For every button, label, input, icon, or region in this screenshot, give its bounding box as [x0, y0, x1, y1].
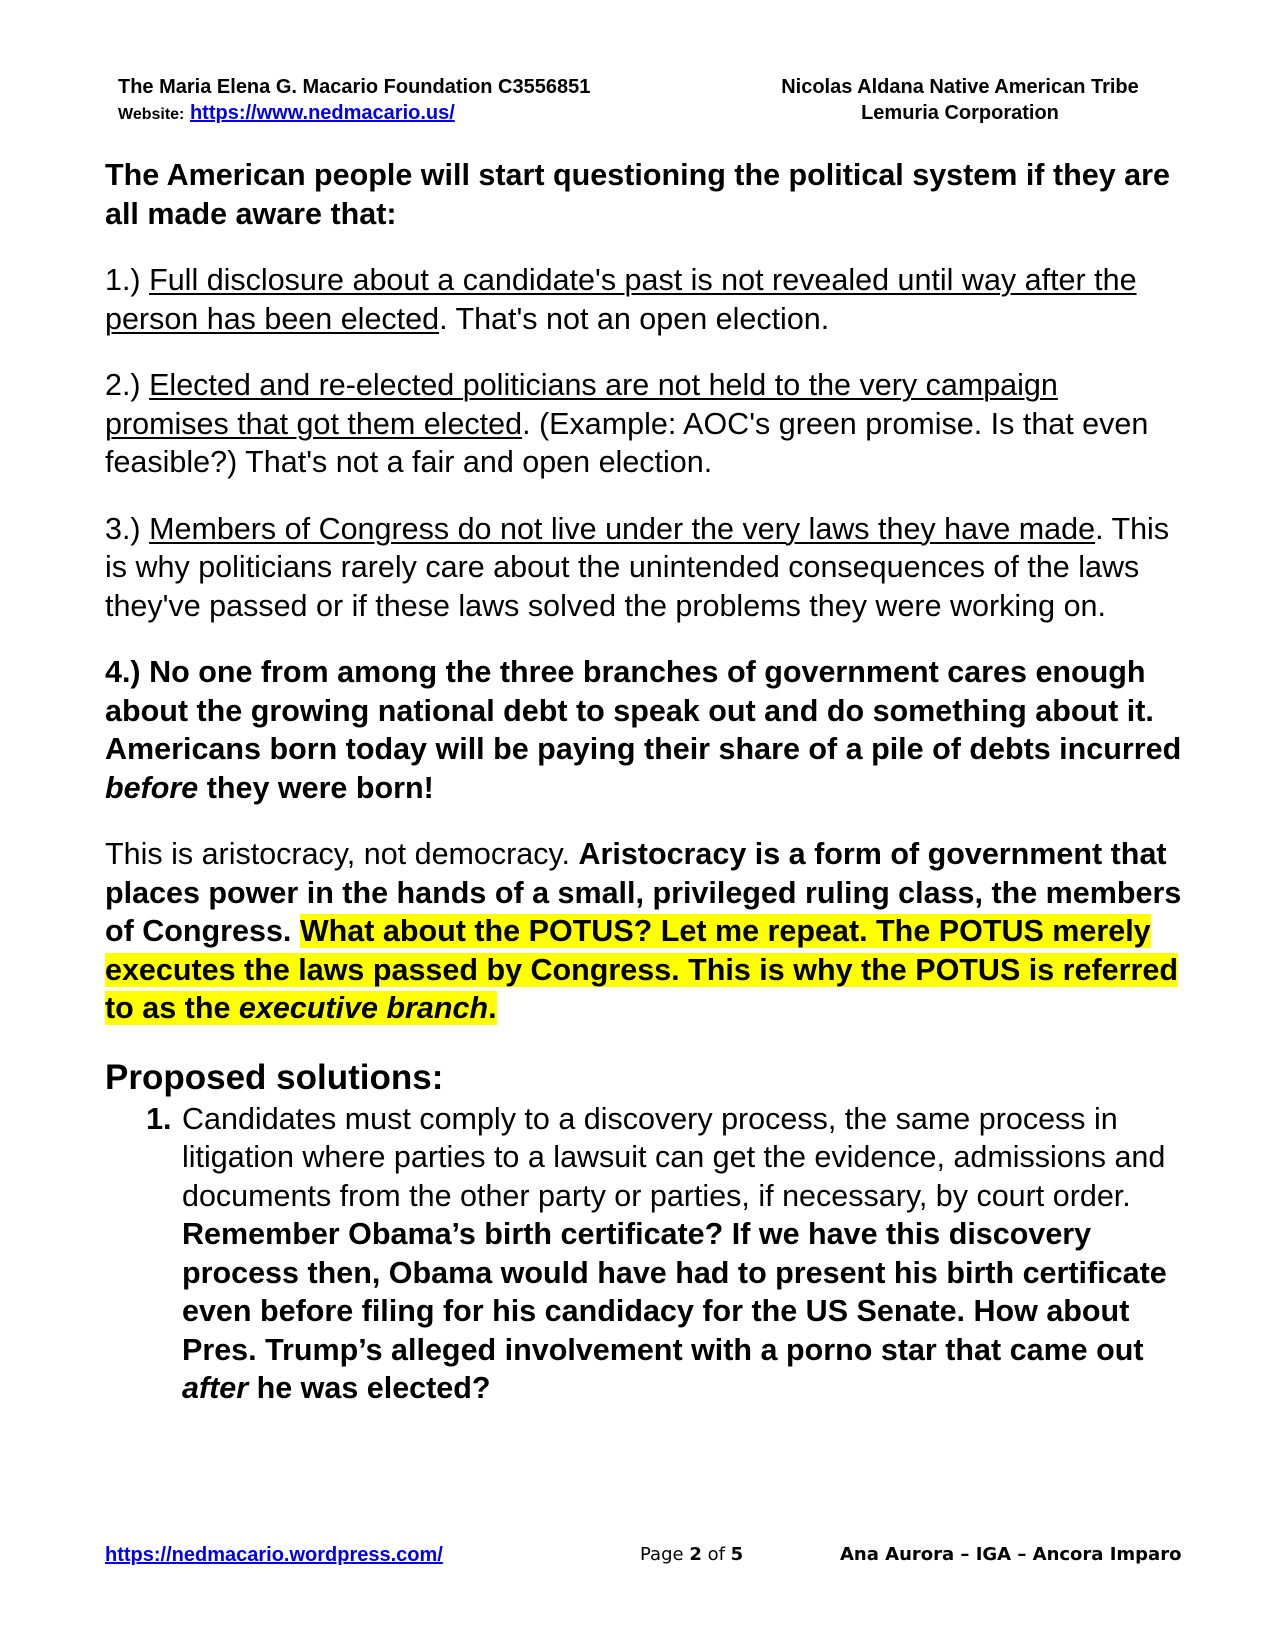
- aristocracy-highlight: What about the POTUS? Let me repeat. The POTUS merely executes the laws passed by Congress. This is why the POTUS is referred to as the: [105, 914, 1178, 1025]
- point-1: [105, 261, 1185, 338]
- website-line: [118, 100, 590, 128]
- point-1-number: 1.): [105, 263, 141, 297]
- solutions-list: [105, 1100, 1185, 1408]
- foundation-name: The Maria Elena G. Macario Foundation C3556851: [118, 76, 591, 98]
- aristocracy-highlight-end: .: [488, 991, 497, 1025]
- aristocracy-bold: Aristocracy is a form of government that places power in the hands of a small, privileged ruling class, the members of Congress.: [105, 837, 1182, 948]
- point-4-text-a: 4.) No one from among the three branches of government cares enough about the growing national debt to speak out and do something about it. Americans born today will be paying their share of a pile of debts incurred: [105, 655, 1182, 766]
- point-1-underlined: Full disclosure about a candidate's past is not revealed until way after the person has been elected: [105, 263, 1137, 336]
- aristocracy-plain: This is aristocracy, not democracy.: [105, 837, 579, 871]
- point-3-rest: . This is why politicians rarely care about the unintended consequences of the laws they've passed or if these laws solved the problems they were working on.: [105, 511, 1170, 623]
- tribe-name: Nicolas Aldana Native American Tribe: [781, 76, 1139, 98]
- point-2: [105, 366, 1185, 482]
- header-left: [118, 74, 590, 128]
- point-3-number: 3.): [105, 511, 141, 546]
- point-2-underlined: Elected and re-elected politicians are not held to the very campaign promises that got them elected: [105, 368, 1058, 441]
- point-3: [105, 510, 1185, 626]
- page-prefix: Page: [640, 1544, 690, 1565]
- website-link[interactable]: https://www.nedmacario.us/: [189, 102, 455, 124]
- point-3-underlined: Members of Congress do not live under the very laws they have made: [149, 511, 1096, 546]
- page-total: 5: [730, 1544, 744, 1565]
- solution-item: [180, 1100, 1185, 1408]
- solution-1-plain: Candidates must comply to a discovery process, the same process in litigation where parties to a lawsuit can get the evidence, admissions and documents from the other party or parties, if necessary, by court order.: [182, 1101, 1166, 1213]
- point-4-italic: before: [105, 770, 199, 805]
- footer-link[interactable]: https://nedmacario.wordpress.com/: [105, 1544, 443, 1566]
- point-1-rest: . That's not an open election.: [439, 301, 830, 336]
- header-right: [740, 74, 1180, 126]
- page-number: [640, 1543, 743, 1567]
- corporation-name: Lemuria Corporation: [861, 102, 1059, 124]
- solution-1-bold: Remember Obama’s birth certificate? If we have this discovery process then, Obama would have had to present his birth certificate even before filing for his candidacy for the US Senate. How about Pres. Trump’s alleged involvement with a porno star that came out: [182, 1217, 1167, 1367]
- point-4-text-b: they were born!: [198, 770, 434, 805]
- intro-heading: The American people will start questioning the political system if they are all made aware that:: [105, 158, 1170, 231]
- aristocracy-paragraph: [105, 835, 1185, 1028]
- page-current: 2: [689, 1544, 702, 1565]
- footer-credit: Ana Aurora – IGA – Ancora Imparo: [840, 1544, 1182, 1565]
- point-4: [105, 653, 1185, 807]
- website-label: Website:: [118, 106, 185, 123]
- solution-1-bold-end: he was elected?: [248, 1371, 491, 1405]
- solutions-heading: Proposed solutions:: [105, 1057, 444, 1097]
- aristocracy-highlight-italic: executive branch: [238, 991, 489, 1025]
- point-2-rest: . (Example: AOC's green promise. Is that even feasible?) That's not a fair and open election.: [105, 406, 1149, 479]
- solution-1-italic: after: [182, 1371, 249, 1405]
- document-body: [105, 156, 1185, 1408]
- page-of: of: [701, 1544, 731, 1565]
- point-2-number: 2.): [105, 368, 141, 402]
